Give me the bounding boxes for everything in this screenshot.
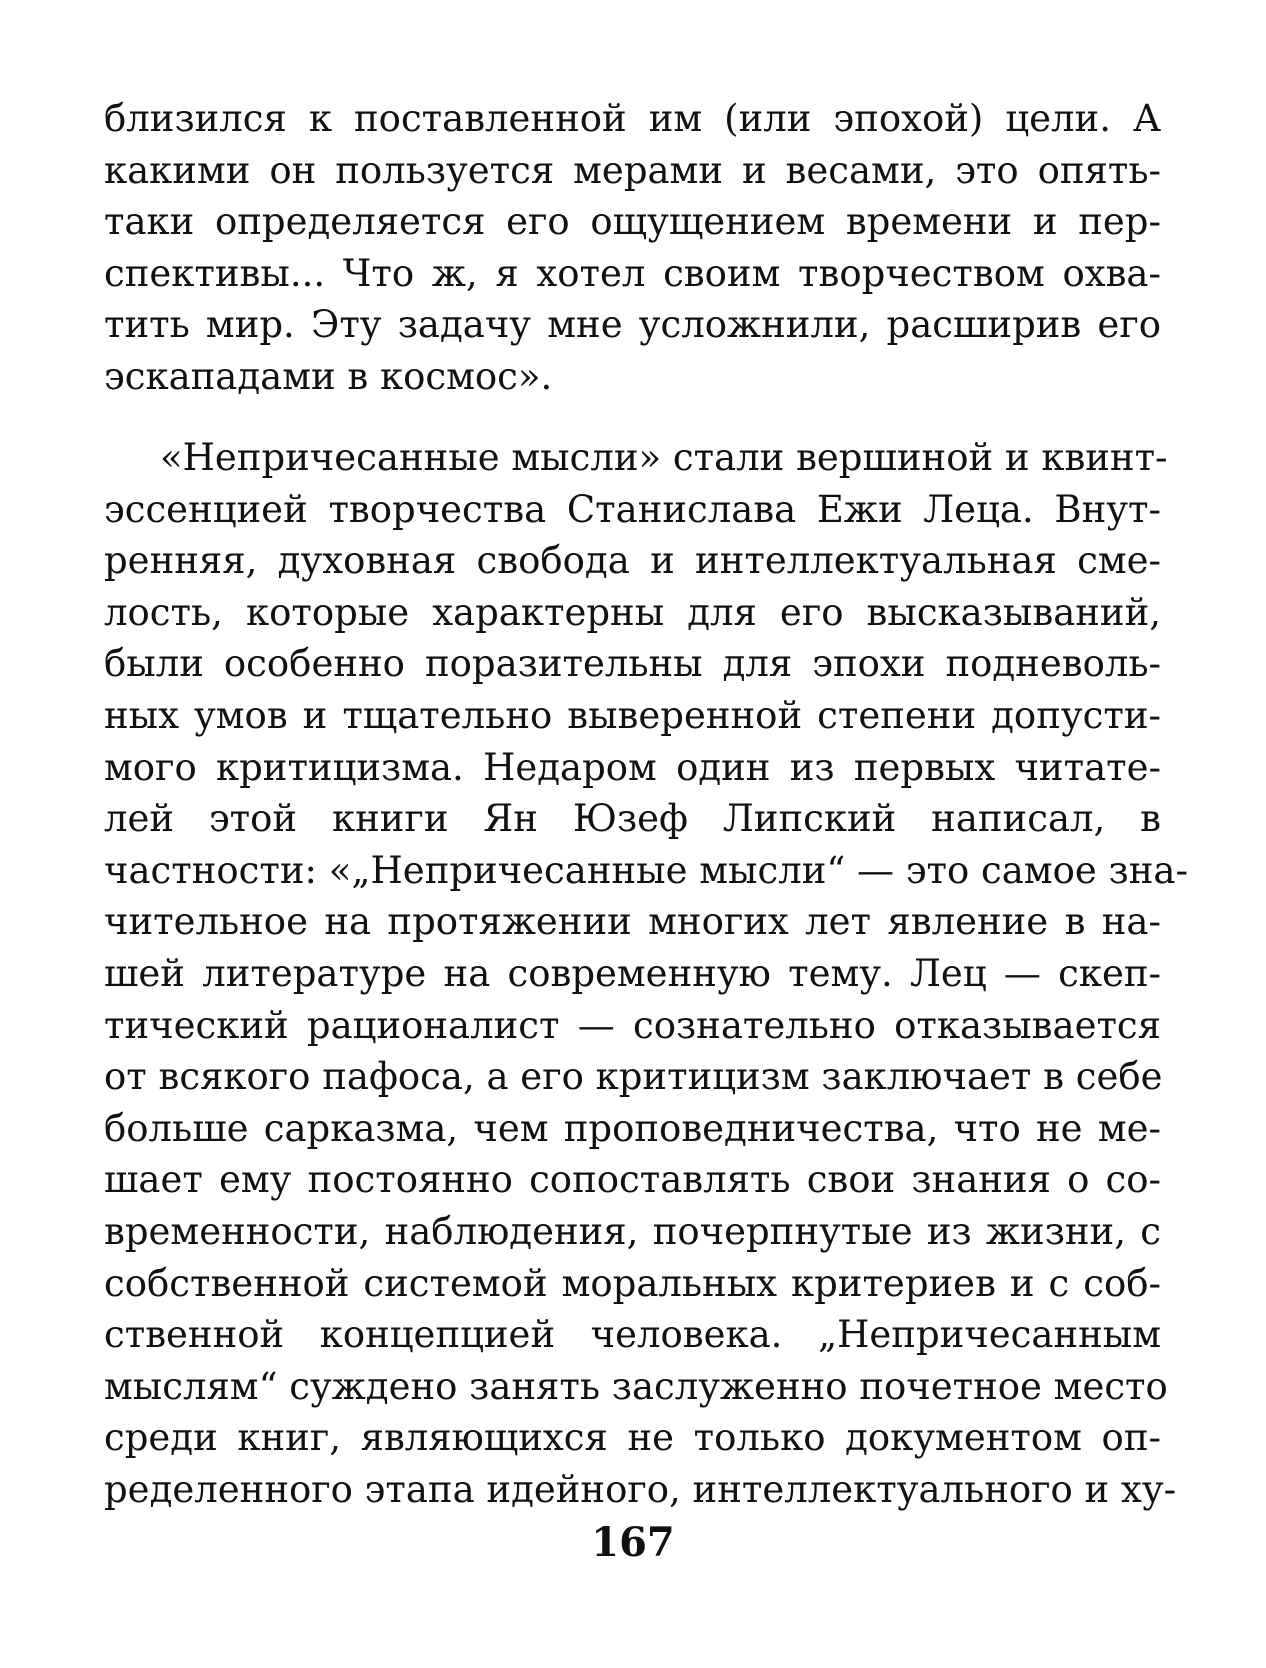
text-line: собственной системой моральных критериев и с соб- [104, 1261, 1161, 1305]
text-line: шей литературе на современную тему. Лец — скеп- [104, 951, 1161, 995]
text-line: «Непричесанные мысли» стали вершиной и квинт- [160, 436, 1168, 479]
text-line: какими он пользуется мерами и весами, это опять- [104, 148, 1161, 192]
text-line: эссенцией творчества Станислава Ежи Леца. Внут- [104, 487, 1161, 531]
text-line: временности, наблюдения, почерпнутые из жизни, с [104, 1209, 1161, 1253]
text-line: среди книг, являющихся не только документом оп- [104, 1416, 1161, 1460]
text-line: эскападами в космос». [104, 354, 553, 398]
text-line: ренняя, духовная свобода и интеллектуальная сме- [104, 539, 1161, 583]
text-line: близился к поставленной им (или эпохой) цели. А [104, 97, 1161, 140]
text-line: тить мир. Эту задачу мне усложнили, расширив его [104, 303, 1161, 347]
text-line: лость, которые характерны для его высказываний, [104, 590, 1161, 634]
text-line: шает ему постоянно сопоставлять свои знания о со- [104, 1158, 1161, 1202]
text-line: от всякого пафоса, а его критицизм заключает в себе [104, 1055, 1163, 1099]
page-number: 167 [591, 1519, 675, 1566]
text-line: ных умов и тщательно выверенной степени допусти- [104, 693, 1161, 737]
text-line: больше сарказма, чем проповедничества, что не ме- [104, 1106, 1161, 1150]
text-line: были особенно поразительны для эпохи подневоль- [104, 642, 1161, 686]
text-line: лей этой книги Ян Юзеф Липский написал, в [104, 797, 1161, 841]
text-line: ределенного этапа идейного, интеллектуального и ху- [104, 1467, 1177, 1511]
text-line: спективы... Что ж, я хотел своим творчеством охва- [104, 251, 1161, 295]
text-line: таки определяется его ощущением времени и пер- [104, 200, 1161, 244]
text-line: частности: «„Непричесанные мысли“ — это самое зна- [104, 848, 1188, 892]
text-line: мыслям“ суждено занять заслуженно почетное место [104, 1364, 1168, 1408]
paragraph-1 [104, 93, 1161, 403]
text-line: ственной концепцией человека. „Непричесанным [104, 1313, 1161, 1357]
paragraph-2 [104, 432, 1188, 1515]
text-line: мого критицизма. Недаром один из первых читате- [104, 745, 1161, 789]
text-line: чительное на протяжении многих лет явление в на- [104, 900, 1161, 944]
text-line: тический рационалист — сознательно отказывается [104, 1003, 1161, 1047]
